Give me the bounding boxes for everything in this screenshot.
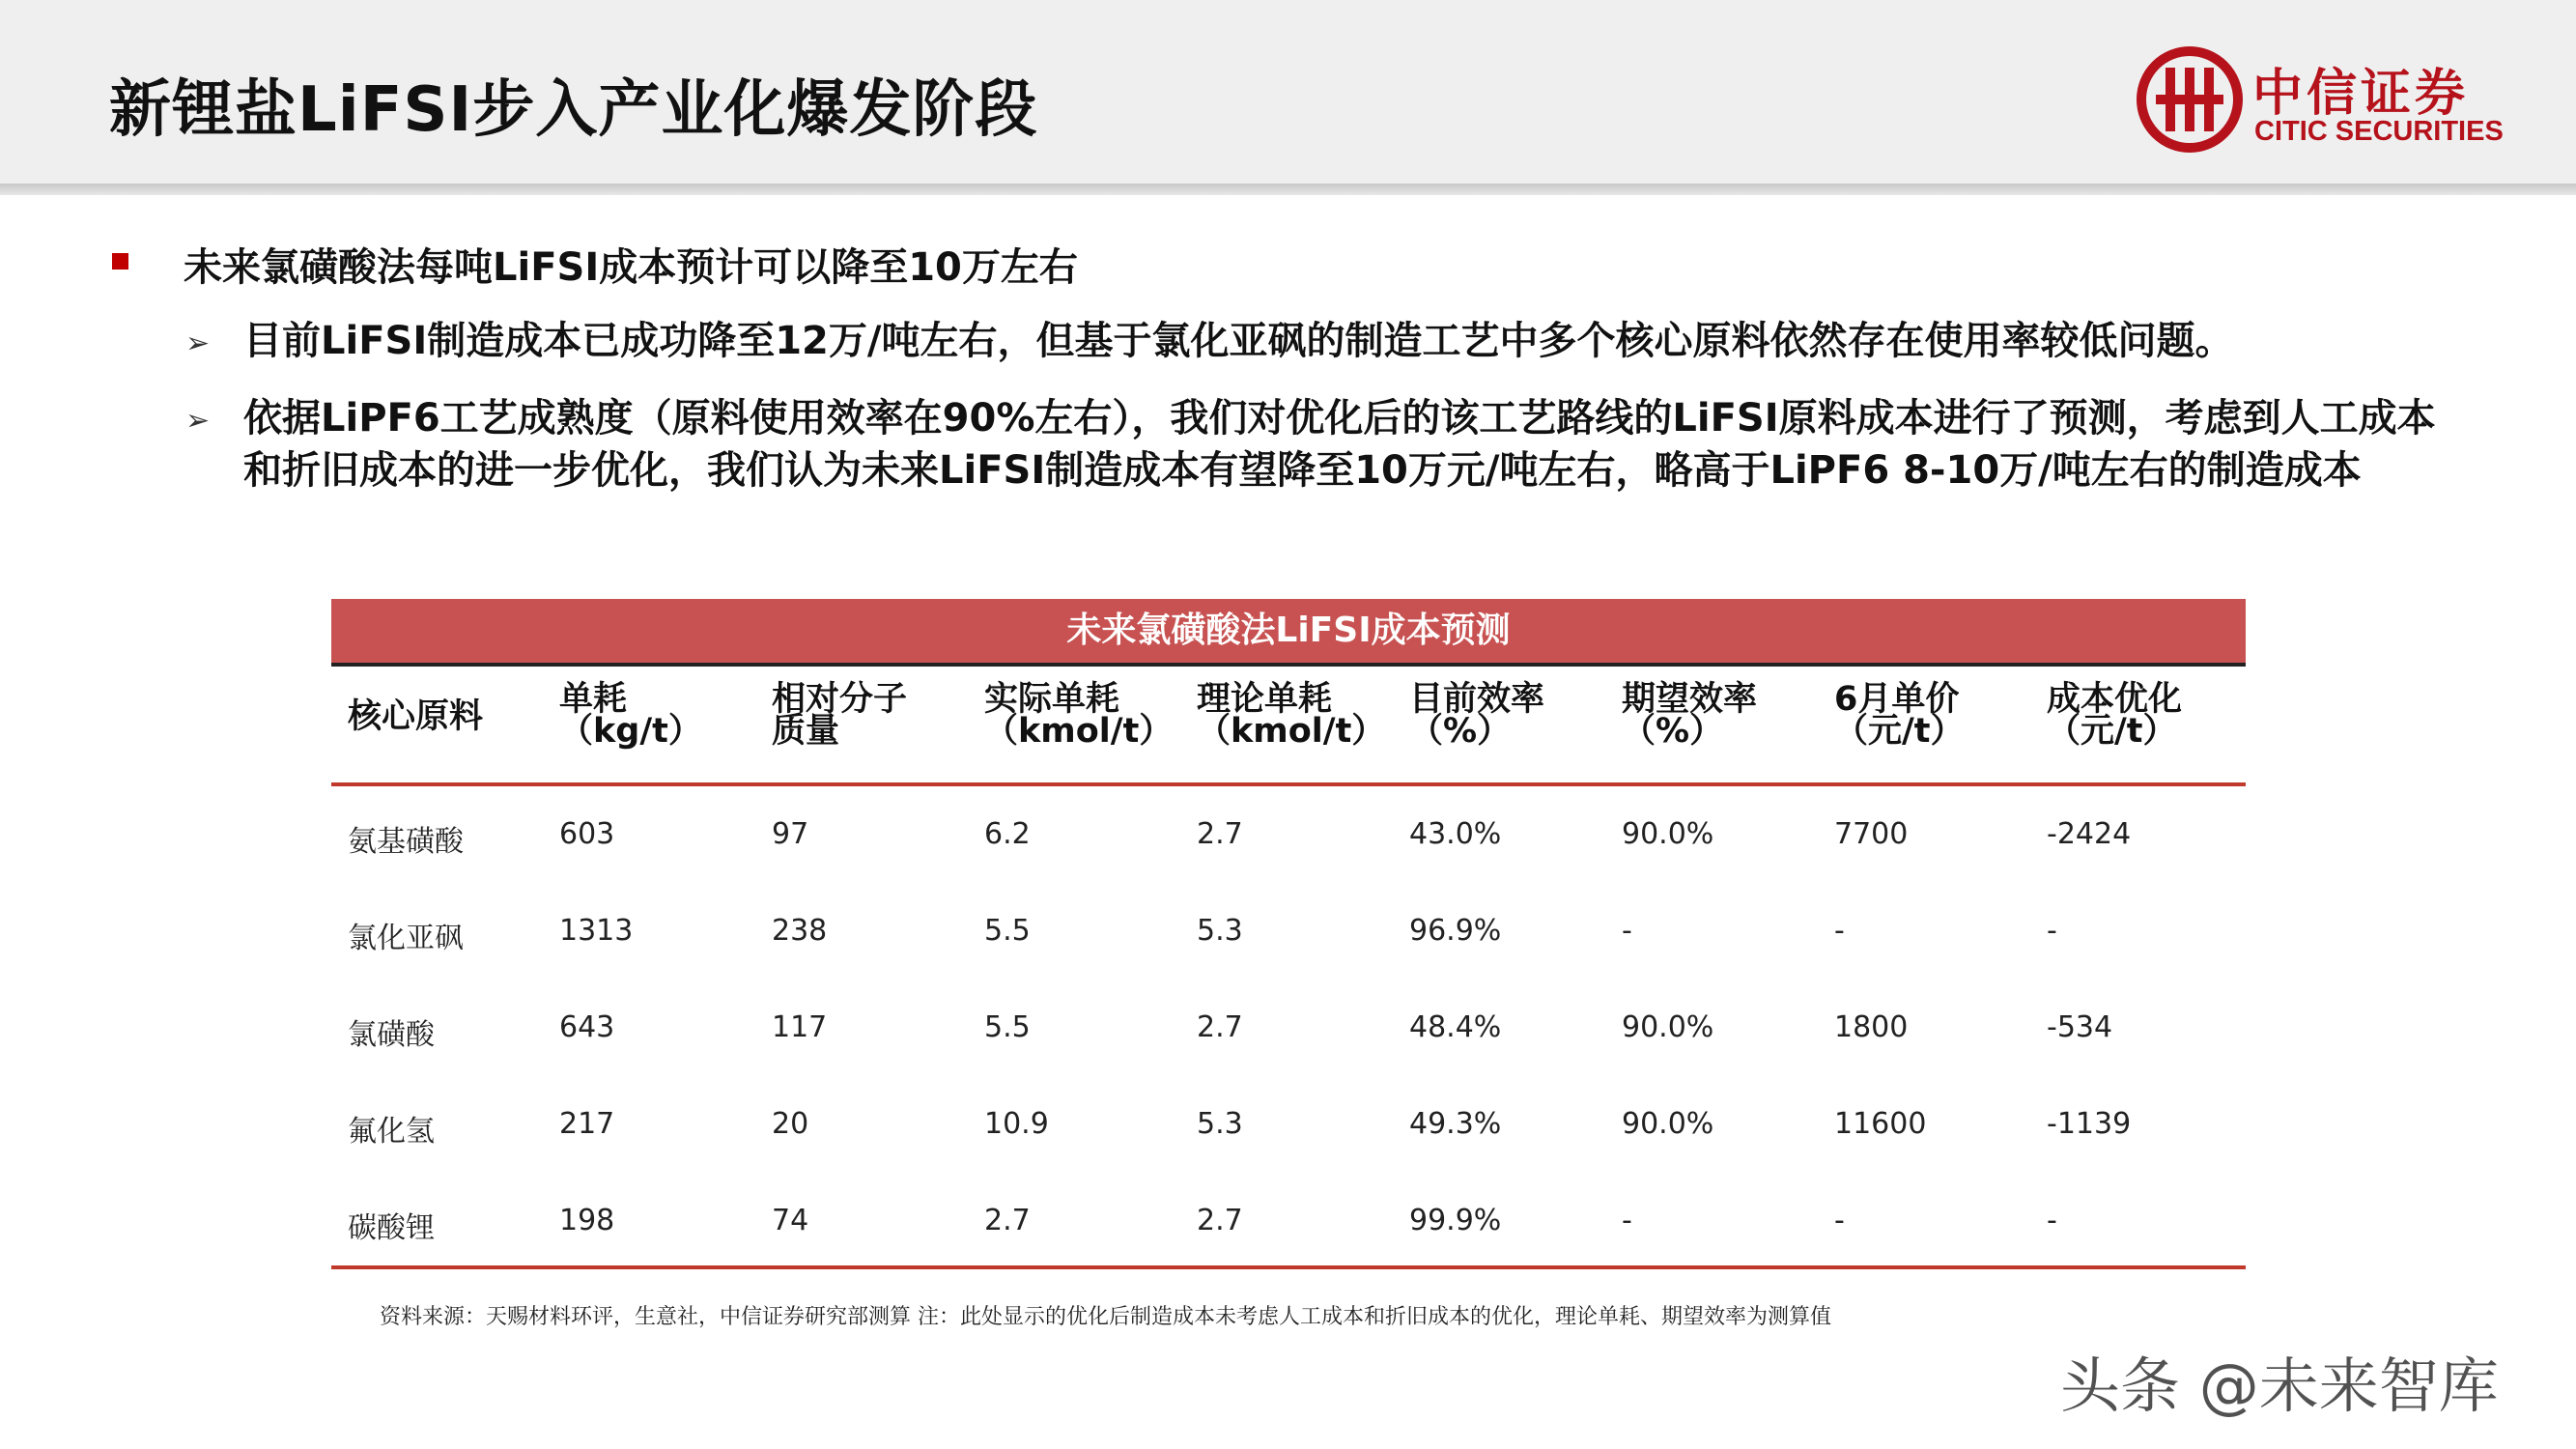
table-cell: 2.7 [1197,1204,1243,1237]
table-row-material: 氨基磺酸 [348,825,464,859]
table-cell: - [1622,914,1632,948]
table-cell: 2.7 [1197,817,1243,851]
table-cell: 74 [772,1204,809,1237]
table-cell: 90.0% [1622,1107,1714,1141]
table-cell: -1139 [2047,1107,2132,1141]
table-cell: 2.7 [1197,1010,1243,1044]
citic-logo-icon [2137,46,2243,153]
column-header-current-efficiency: 目前效率 （%） [1409,680,1545,751]
table-cell: 6.2 [984,817,1031,851]
table-cell: 90.0% [1622,817,1714,851]
table-cell: 49.3% [1409,1107,1502,1141]
sub-bullet-text-1: 目前LiFSI制造成本已成功降至12万/吨左右，但基于氯化亚砜的制造工艺中多个核心原料依然存在使用率较低问题。 [243,319,2234,363]
column-header-theoretical-consumption: 理论单耗 （kmol/t） [1197,680,1386,751]
table-cell: 1313 [559,914,634,948]
header-divider [0,184,2576,195]
table-cell: 90.0% [1622,1010,1714,1044]
watermark: 头条 @未来智库 [2060,1350,2499,1421]
column-header-actual-consumption: 实际单耗 （kmol/t） [984,680,1174,751]
table-cell: 198 [559,1204,615,1237]
arrow-bullet-icon: ➢ [185,327,211,360]
square-bullet-icon [112,253,128,270]
table-cell: - [1622,1204,1632,1237]
table-cell: 643 [559,1010,615,1044]
table-cell: 7700 [1834,817,1909,851]
table-cell: - [1834,1204,1845,1237]
column-header-consumption: 单耗 （kg/t） [559,680,702,751]
table-cell: 1800 [1834,1010,1909,1044]
column-header-cost-optimization: 成本优化 （元/t） [2047,680,2183,751]
table-cell: - [2047,1204,2057,1237]
main-bullet-text: 未来氯磺酸法每吨LiFSI成本预计可以降至10万左右 [184,245,1078,290]
sub-bullet-text-2: 依据LiPF6工艺成熟度（原料使用效率在90%左右），我们对优化后的该工艺路线的LiFSI原料成本进行了预测，考虑到人工成本和折旧成本的进一步优化，我们认为未来LiFSI制造成本有望降至10万元/吨左右，略高于LiPF6 8-10万/吨左右的制造成本 [243,396,2436,493]
column-header-expected-efficiency: 期望效率 （%） [1622,680,1758,751]
logo-chinese-text: 中信证券 [2252,64,2470,123]
table-cell: 99.9% [1409,1204,1502,1237]
column-header-material: 核心原料 [348,697,484,736]
table-cell: -534 [2047,1010,2113,1044]
table-cell: 96.9% [1409,914,1502,948]
table-cell: 5.3 [1197,914,1243,948]
table-cell: 97 [772,817,809,851]
table-cell: 10.9 [984,1107,1049,1141]
table-cell: - [2047,914,2057,948]
table-cell: 11600 [1834,1107,1927,1141]
table-cell: 2.7 [984,1204,1031,1237]
page-title: 新锂盐LiFSI步入产业化爆发阶段 [109,74,1038,146]
table-cell: 20 [772,1107,809,1141]
column-header-molecular-mass: 相对分子 质量 [772,680,908,751]
arrow-bullet-icon: ➢ [185,404,211,438]
table-cell: -2424 [2047,817,2132,851]
header-rule [331,782,2246,786]
table-cell: 5.5 [984,1010,1031,1044]
table-cell: 217 [559,1107,615,1141]
source-footnote: 资料来源：天赐材料环评，生意社，中信证券研究部测算 注：此处显示的优化后制造成本未考虑人工成本和折旧成本的优化，理论单耗、期望效率为测算值 [380,1305,1831,1329]
table-cell: 48.4% [1409,1010,1502,1044]
table-cell: 43.0% [1409,817,1502,851]
table-cell: 117 [772,1010,828,1044]
table-row-material: 氯化亚砜 [348,922,464,955]
table-row-material: 氯磺酸 [348,1018,435,1052]
table-cell: 5.5 [984,914,1031,948]
citic-logo [2137,46,2504,153]
table-cell: 238 [772,914,828,948]
table-cell: - [1834,914,1845,948]
table-row-material: 氟化氢 [348,1115,435,1149]
table-cell: 5.3 [1197,1107,1243,1141]
table-title-rule [331,663,2246,667]
table-row-material: 碳酸锂 [348,1211,435,1245]
table-title: 未来氯磺酸法LiFSI成本预测 [331,599,2246,663]
column-header-june-price: 6月单价 （元/t） [1834,680,1965,751]
bottom-rule [331,1265,2246,1269]
logo-english-text: CITIC SECURITIES [2254,116,2504,147]
table-cell: 603 [559,817,615,851]
